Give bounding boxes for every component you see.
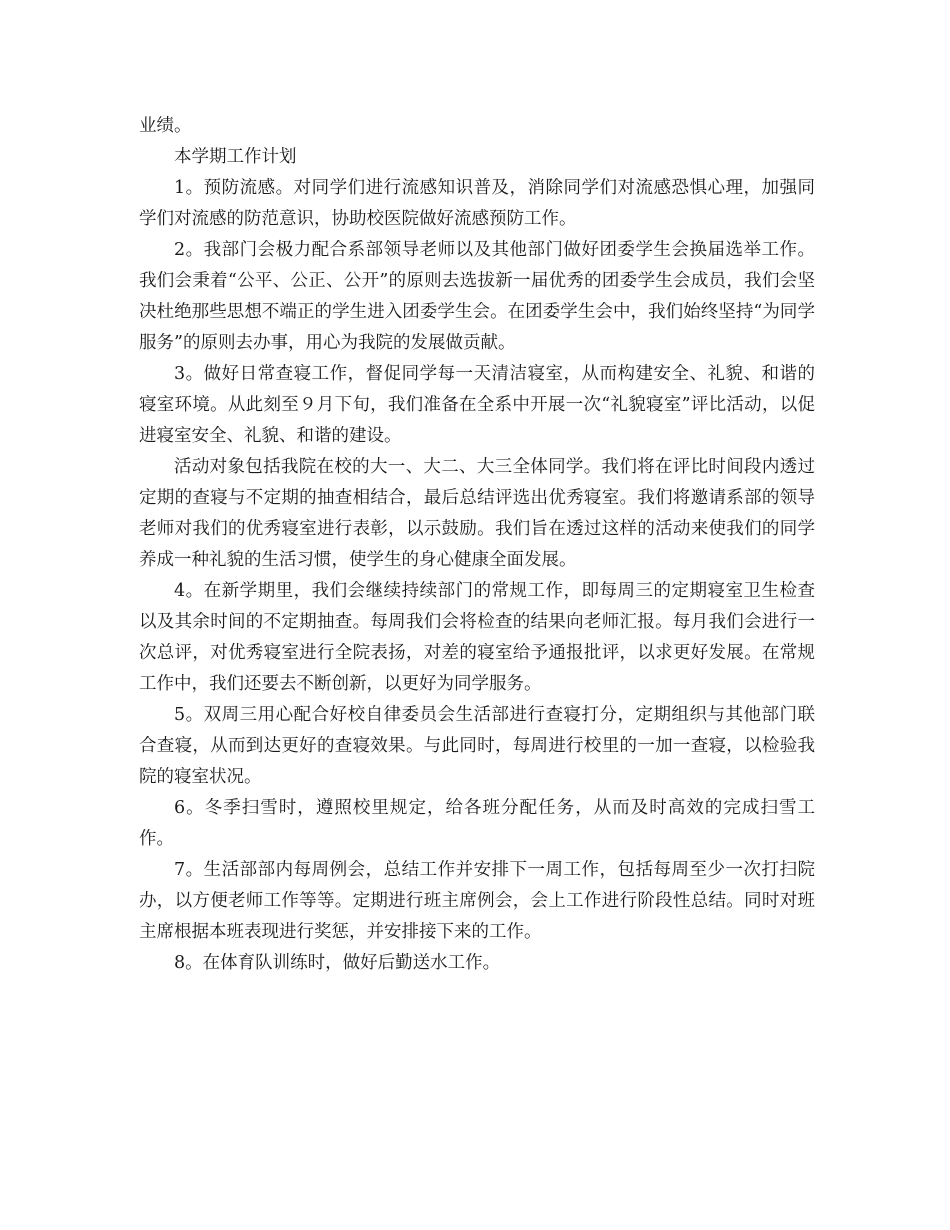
paragraph-item-3-detail: 活动对象包括我院在校的大一、大二、大三全体同学。我们将在评比时间段内透过定期的查寝与不定期的抽查相结合，最后总结评选出优秀寝室。我们将邀请系部的领导老师对我们的优秀寝室进行表彰，以示鼓励。我们旨在透过这样的活动来使我们的同学养成一种礼貌的生活习惯，使学生的身心健康全面发展。 xyxy=(139,457,815,570)
paragraph-item-6: 6。冬季扫雪时，遵照校里规定，给各班分配任务，从而及时高效的完成扫雪工作。 xyxy=(139,798,815,849)
paragraph-item-5: 5。双周三用心配合好校自律委员会生活部进行查寝打分，定期组织与其他部门联合查寝，从而到达更好的查寝效果。与此同时，每周进行校里的一加一查寝，以检验我院的寝室状况。 xyxy=(139,705,815,787)
paragraph-item-3: 3。做好日常查寝工作，督促同学每一天清洁寝室，从而构建安全、礼貌、和谐的寝室环境。从此刻至９月下旬，我们准备在全系中开展一次“礼貌寝室”评比活动，以促进寝室安全、礼貌、和谐的建设。 xyxy=(139,364,815,446)
section-heading: 本学期工作计划 xyxy=(174,147,297,167)
document-body xyxy=(139,111,815,979)
paragraph-item-7: 7。生活部部内每周例会，总结工作并安排下一周工作，包括每周至少一次打扫院办，以方便老师工作等等。定期进行班主席例会，会上工作进行阶段性总结。同时对班主席根据本班表现进行奖惩，并安排接下来的工作。 xyxy=(139,860,815,942)
paragraph-item-8: 8。在体育队训练时，做好后勤送水工作。 xyxy=(174,953,501,973)
paragraph-item-1: 1。预防流感。对同学们进行流感知识普及，消除同学们对流感恐惧心理，加强同学们对流感的防范意识，协助校医院做好流感预防工作。 xyxy=(139,178,815,229)
paragraph-item-4: 4。在新学期里，我们会继续持续部门的常规工作，即每周三的定期寝室卫生检查以及其余时间的不定期抽查。每周我们会将检查的结果向老师汇报。每月我们会进行一次总评，对优秀寝室进行全院表扬，对差的寝室给予通报批评，以求更好发展。在常规工作中，我们还要去不断创新，以更好为同学服务。 xyxy=(139,581,815,694)
paragraph-continuation: 业绩。 xyxy=(139,116,192,136)
paragraph-item-2: 2。我部门会极力配合系部领导老师以及其他部门做好团委学生会换届选举工作。我们会秉着“公平、公正、公开”的原则去选拔新一届优秀的团委学生会成员，我们会坚决杜绝那些思想不端正的学生进入团委学生会。在团委学生会中，我们始终坚持“为同学服务”的原则去办事，用心为我院的发展做贡献。 xyxy=(139,240,815,353)
